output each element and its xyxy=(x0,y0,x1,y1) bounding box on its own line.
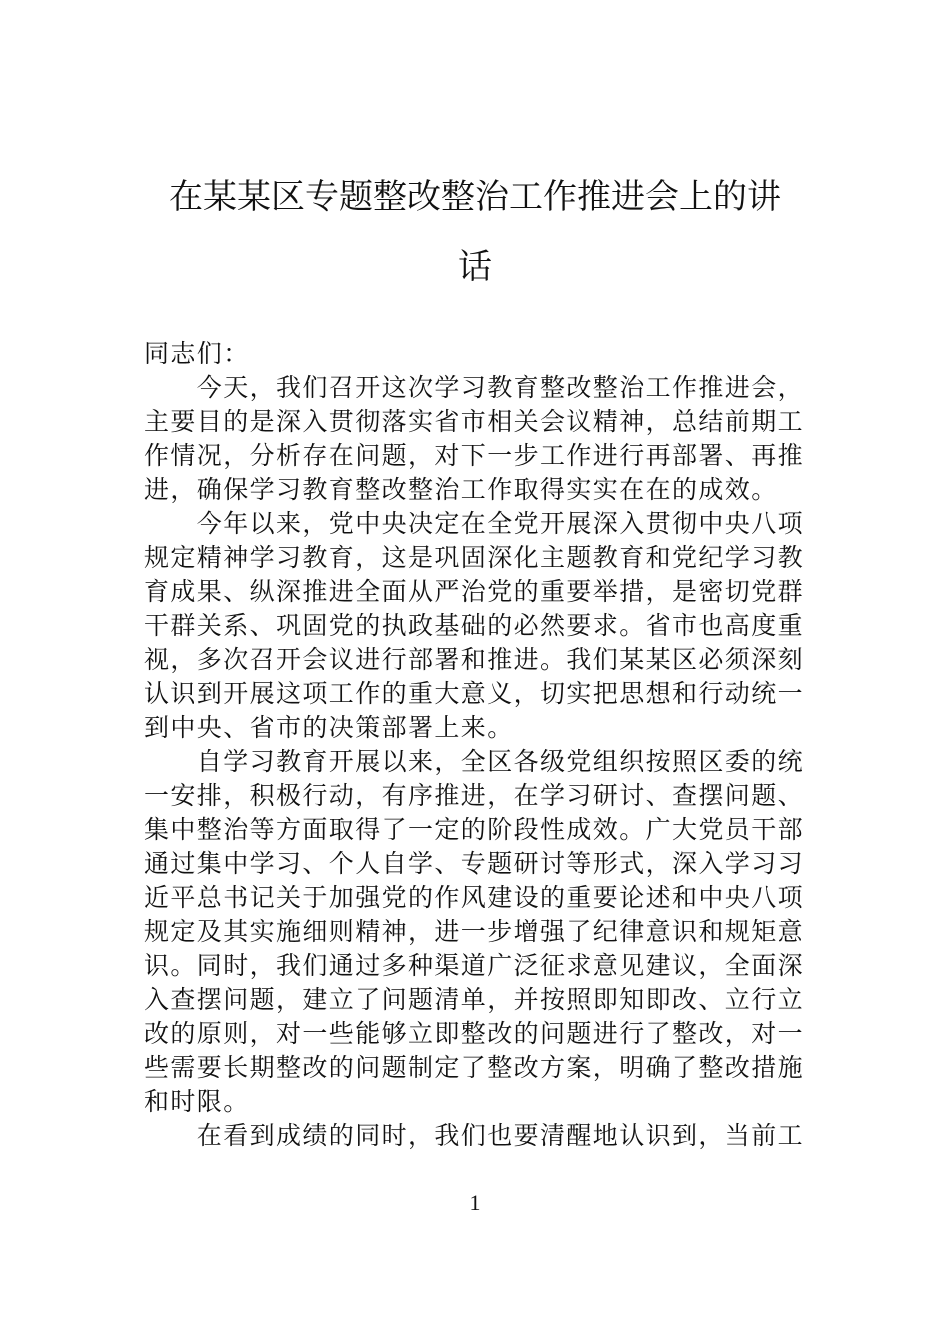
body-line: 干群关系、巩固党的执政基础的必然要求。省市也高度重 xyxy=(144,611,805,640)
body-line: 近平总书记关于加强党的作风建设的重要论述和中央八项 xyxy=(144,883,805,912)
body-line: 在看到成绩的同时，我们也要清醒地认识到，当前工 xyxy=(144,1121,805,1150)
body-line: 改的原则，对一些能够立即整改的问题进行了整改，对一 xyxy=(144,1019,805,1048)
body-line: 入查摆问题，建立了问题清单，并按照即知即改、立行立 xyxy=(144,985,805,1014)
document-title-line-2: 话 xyxy=(458,247,492,287)
body-line: 识。同时，我们通过多种渠道广泛征求意见建议，全面深 xyxy=(144,951,805,980)
body-line: 育成果、纵深推进全面从严治党的重要举措，是密切党群 xyxy=(144,577,805,606)
document-body xyxy=(144,337,810,1153)
page-number: 1 xyxy=(469,1190,481,1215)
body-line: 些需要长期整改的问题制定了整改方案，明确了整改措施 xyxy=(144,1053,805,1082)
body-line: 进，确保学习教育整改整治工作取得实实在在的成效。 xyxy=(144,475,778,504)
body-line: 主要目的是深入贯彻落实省市相关会议精神，总结前期工 xyxy=(144,407,805,436)
body-line: 今年以来，党中央决定在全党开展深入贯彻中央八项 xyxy=(144,509,805,538)
body-line: 规定精神学习教育，这是巩固深化主题教育和党纪学习教 xyxy=(144,543,805,572)
body-line: 今天，我们召开这次学习教育整改整治工作推进会， xyxy=(144,373,805,402)
body-line: 自学习教育开展以来，全区各级党组织按照区委的统 xyxy=(144,747,805,776)
body-line: 作情况，分析存在问题，对下一步工作进行再部署、再推 xyxy=(144,441,805,470)
body-line: 到中央、省市的决策部署上来。 xyxy=(144,713,514,742)
body-line: 视，多次召开会议进行部署和推进。我们某某区必须深刻 xyxy=(144,645,805,674)
document-title-line-1: 在某某区专题整改整治工作推进会上的讲 xyxy=(169,177,781,217)
salutation: 同志们： xyxy=(144,339,250,368)
body-line: 集中整治等方面取得了一定的阶段性成效。广大党员干部 xyxy=(144,815,805,844)
body-line: 规定及其实施细则精神，进一步增强了纪律意识和规矩意 xyxy=(144,917,805,946)
body-line: 一安排，积极行动，有序推进，在学习研讨、查摆问题、 xyxy=(144,781,805,810)
body-line: 认识到开展这项工作的重大意义，切实把思想和行动统一 xyxy=(144,679,805,708)
body-line: 和时限。 xyxy=(144,1087,250,1116)
body-line: 通过集中学习、个人自学、专题研讨等形式，深入学习习 xyxy=(144,849,805,878)
